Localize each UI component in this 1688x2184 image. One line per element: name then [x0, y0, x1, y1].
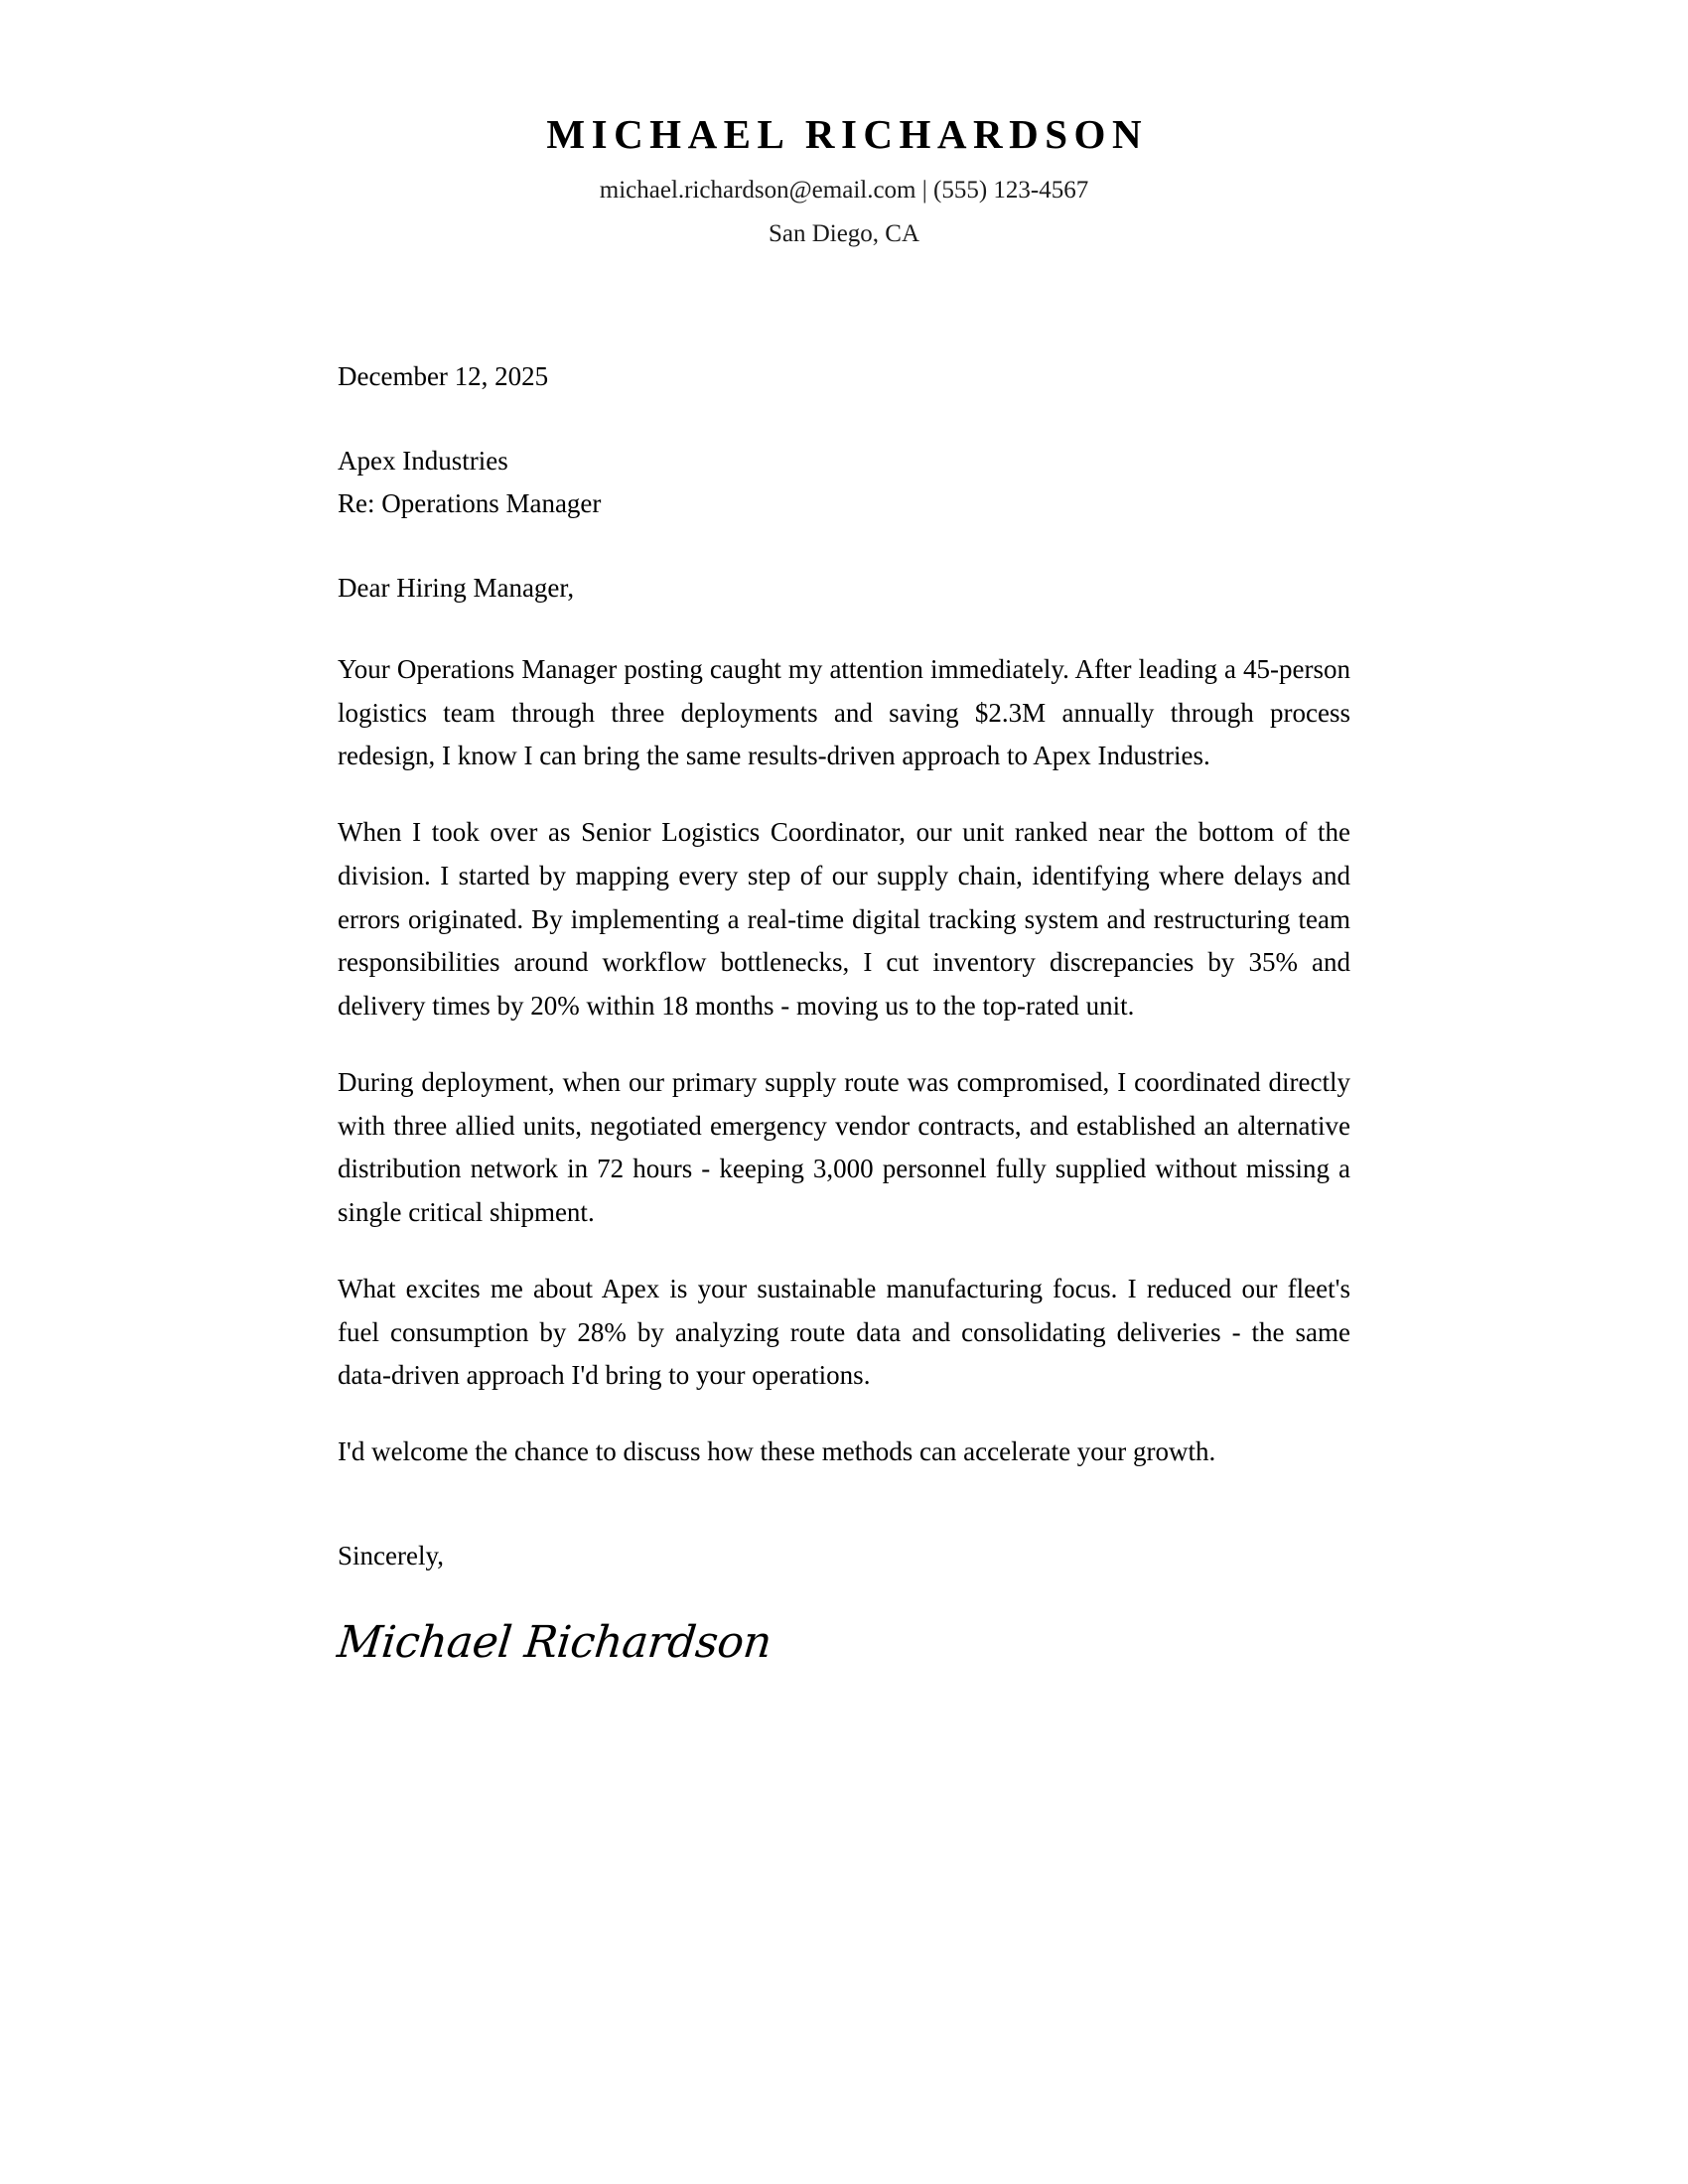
letter-body	[179, 251, 1509, 1668]
body-paragraph: I'd welcome the chance to discuss how these methods can accelerate your growth.	[338, 1435, 1216, 1466]
header-body-spacer	[338, 251, 1350, 356]
contact-line: michael.richardson@email.com | (555) 123-4567	[599, 177, 1089, 205]
body-paragraph: Your Operations Manager posting caught my attention immediately. After leading a 45-person logistics team through three deployments and saving $2.3M annually through process redesign, I know I can bring the same results-driven approach to Apex Industries.	[338, 653, 1350, 771]
page-title: MICHAEL RICHARDSON	[546, 111, 1149, 157]
recipient-company: Apex Industries	[338, 446, 508, 477]
body-paragraph: During deployment, when our primary supply route was compromised, I coordinated directly with three allied units, negotiated emergency vendor contracts, and established an alternative distribution network in 72 hours - keeping 3,000 personnel fully supplied without missing a single critical shipment.	[338, 1066, 1350, 1228]
salutation: Dear Hiring Manager,	[338, 573, 575, 604]
letter-date: December 12, 2025	[338, 360, 549, 391]
signature-wrap	[335, 1575, 1350, 1669]
body-paragraph: When I took over as Senior Logistics Coordinator, our unit ranked near the bottom of the division. I started by mapping every step of our supply chain, identifying where delays and errors originated. By implementing a real-time digital tracking system and restructuring team responsibilities around workflow bottlenecks, I cut inventory discrepancies by 35% and delivery times by 20% within 18 months - moving us to the top-rated unit.	[338, 817, 1350, 1022]
letter-header	[0, 0, 1688, 251]
body-paragraph: What excites me about Apex is your sustainable manufacturing focus. I reduced our fleet's fuel consumption by 28% by analyzing route data and consolidating deliveries - the same data-driven approach I'd bring to your operations.	[338, 1273, 1350, 1391]
closing-line: Sincerely,	[338, 1540, 444, 1570]
recipient-subject: Re: Operations Manager	[338, 487, 602, 518]
signature: Michael Richardson	[335, 1617, 774, 1669]
location-line: San Diego, CA	[768, 219, 920, 247]
recipient-block	[338, 440, 1350, 524]
